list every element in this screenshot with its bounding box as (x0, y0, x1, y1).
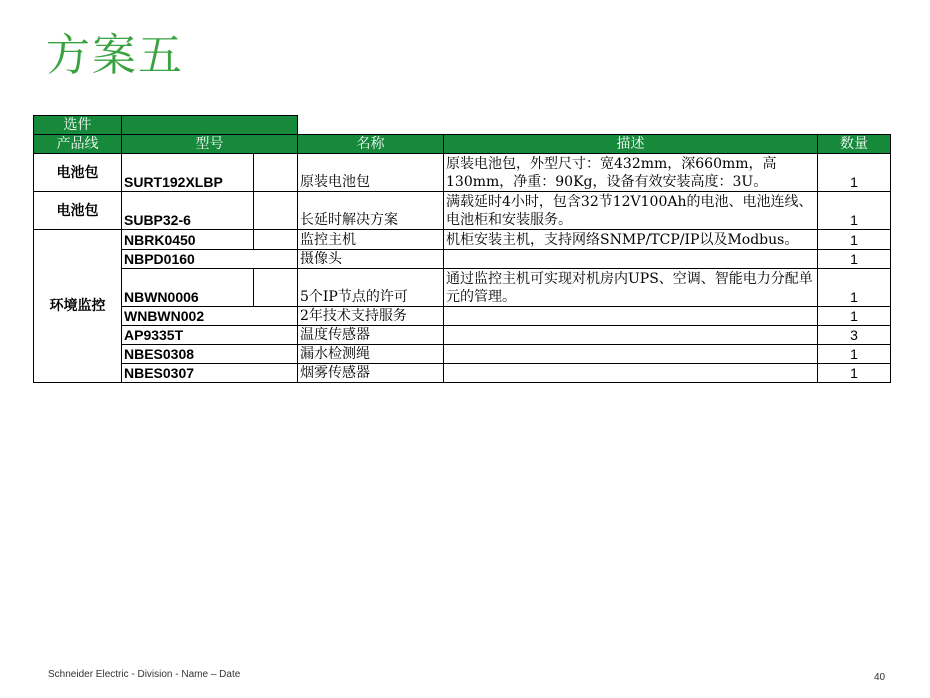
product-line-header: 产品线 (34, 135, 122, 154)
model-cell: AP9335T (122, 326, 298, 345)
name-cell: 摄像头 (298, 250, 444, 269)
quantity-cell: 1 (818, 230, 891, 250)
equipment-table (33, 115, 891, 383)
quantity-cell: 1 (818, 345, 891, 364)
name-cell: 烟雾传感器 (298, 364, 444, 383)
table-row (34, 307, 891, 326)
table-row (34, 326, 891, 345)
model-cell: NBRK0450 (122, 230, 254, 250)
name-cell: 监控主机 (298, 230, 444, 250)
slide-title: 方案五 (46, 30, 184, 81)
name-cell: 5个IP节点的许可 (298, 269, 444, 307)
name-cell: 2年技术支持服务 (298, 307, 444, 326)
options-header: 选件 (34, 116, 122, 135)
model-cell: WNBWN002 (122, 307, 298, 326)
description-cell (444, 364, 818, 383)
table-row (34, 230, 891, 250)
quantity-cell: 1 (818, 364, 891, 383)
description-cell (444, 307, 818, 326)
model-cell: NBES0308 (122, 345, 298, 364)
model-cell: NBWN0006 (122, 269, 254, 307)
header-row (34, 135, 891, 154)
description-cell: 原装电池包，外型尺寸：宽432mm，深660mm，高130mm，净重：90Kg，设备有效安装高度：3U。 (444, 154, 818, 192)
quantity-cell: 1 (818, 192, 891, 230)
table-row (34, 269, 891, 307)
description-cell (444, 326, 818, 345)
table-row (34, 364, 891, 383)
name-cell: 长延时解决方案 (298, 192, 444, 230)
quantity-cell: 1 (818, 154, 891, 192)
quantity-header: 数量 (818, 135, 891, 154)
model-cell: NBPD0160 (122, 250, 298, 269)
table-row (34, 192, 891, 230)
name-cell: 漏水检测绳 (298, 345, 444, 364)
model-cell: NBES0307 (122, 364, 298, 383)
table-row (34, 154, 891, 192)
name-cell: 原装电池包 (298, 154, 444, 192)
description-cell (444, 345, 818, 364)
footer-text: Schneider Electric - Division - Name – Date (48, 669, 241, 680)
model-header: 型号 (122, 135, 298, 154)
table-row (34, 345, 891, 364)
options-header-fill (122, 116, 298, 135)
model-cell: SURT192XLBP (122, 154, 254, 192)
description-cell: 通过监控主机可实现对机房内UPS、空调、智能电力分配单元的管理。 (444, 269, 818, 307)
category-cell: 电池包 (34, 192, 122, 230)
name-cell: 温度传感器 (298, 326, 444, 345)
table-row (34, 250, 891, 269)
name-header: 名称 (298, 135, 444, 154)
description-cell: 满载延时4小时，包含32节12V100Ah的电池、电池连线、电池柜和安装服务。 (444, 192, 818, 230)
description-header: 描述 (444, 135, 818, 154)
description-cell: 机柜安装主机，支持网络SNMP/TCP/IP以及Modbus。 (444, 230, 818, 250)
quantity-cell: 3 (818, 326, 891, 345)
header-row-top (34, 116, 891, 135)
category-cell: 电池包 (34, 154, 122, 192)
quantity-cell: 1 (818, 269, 891, 307)
page-number: 40 (874, 672, 886, 683)
quantity-cell: 1 (818, 250, 891, 269)
model-cell: SUBP32-6 (122, 192, 254, 230)
description-cell (444, 250, 818, 269)
category-cell: 环境监控 (34, 230, 122, 383)
quantity-cell: 1 (818, 307, 891, 326)
